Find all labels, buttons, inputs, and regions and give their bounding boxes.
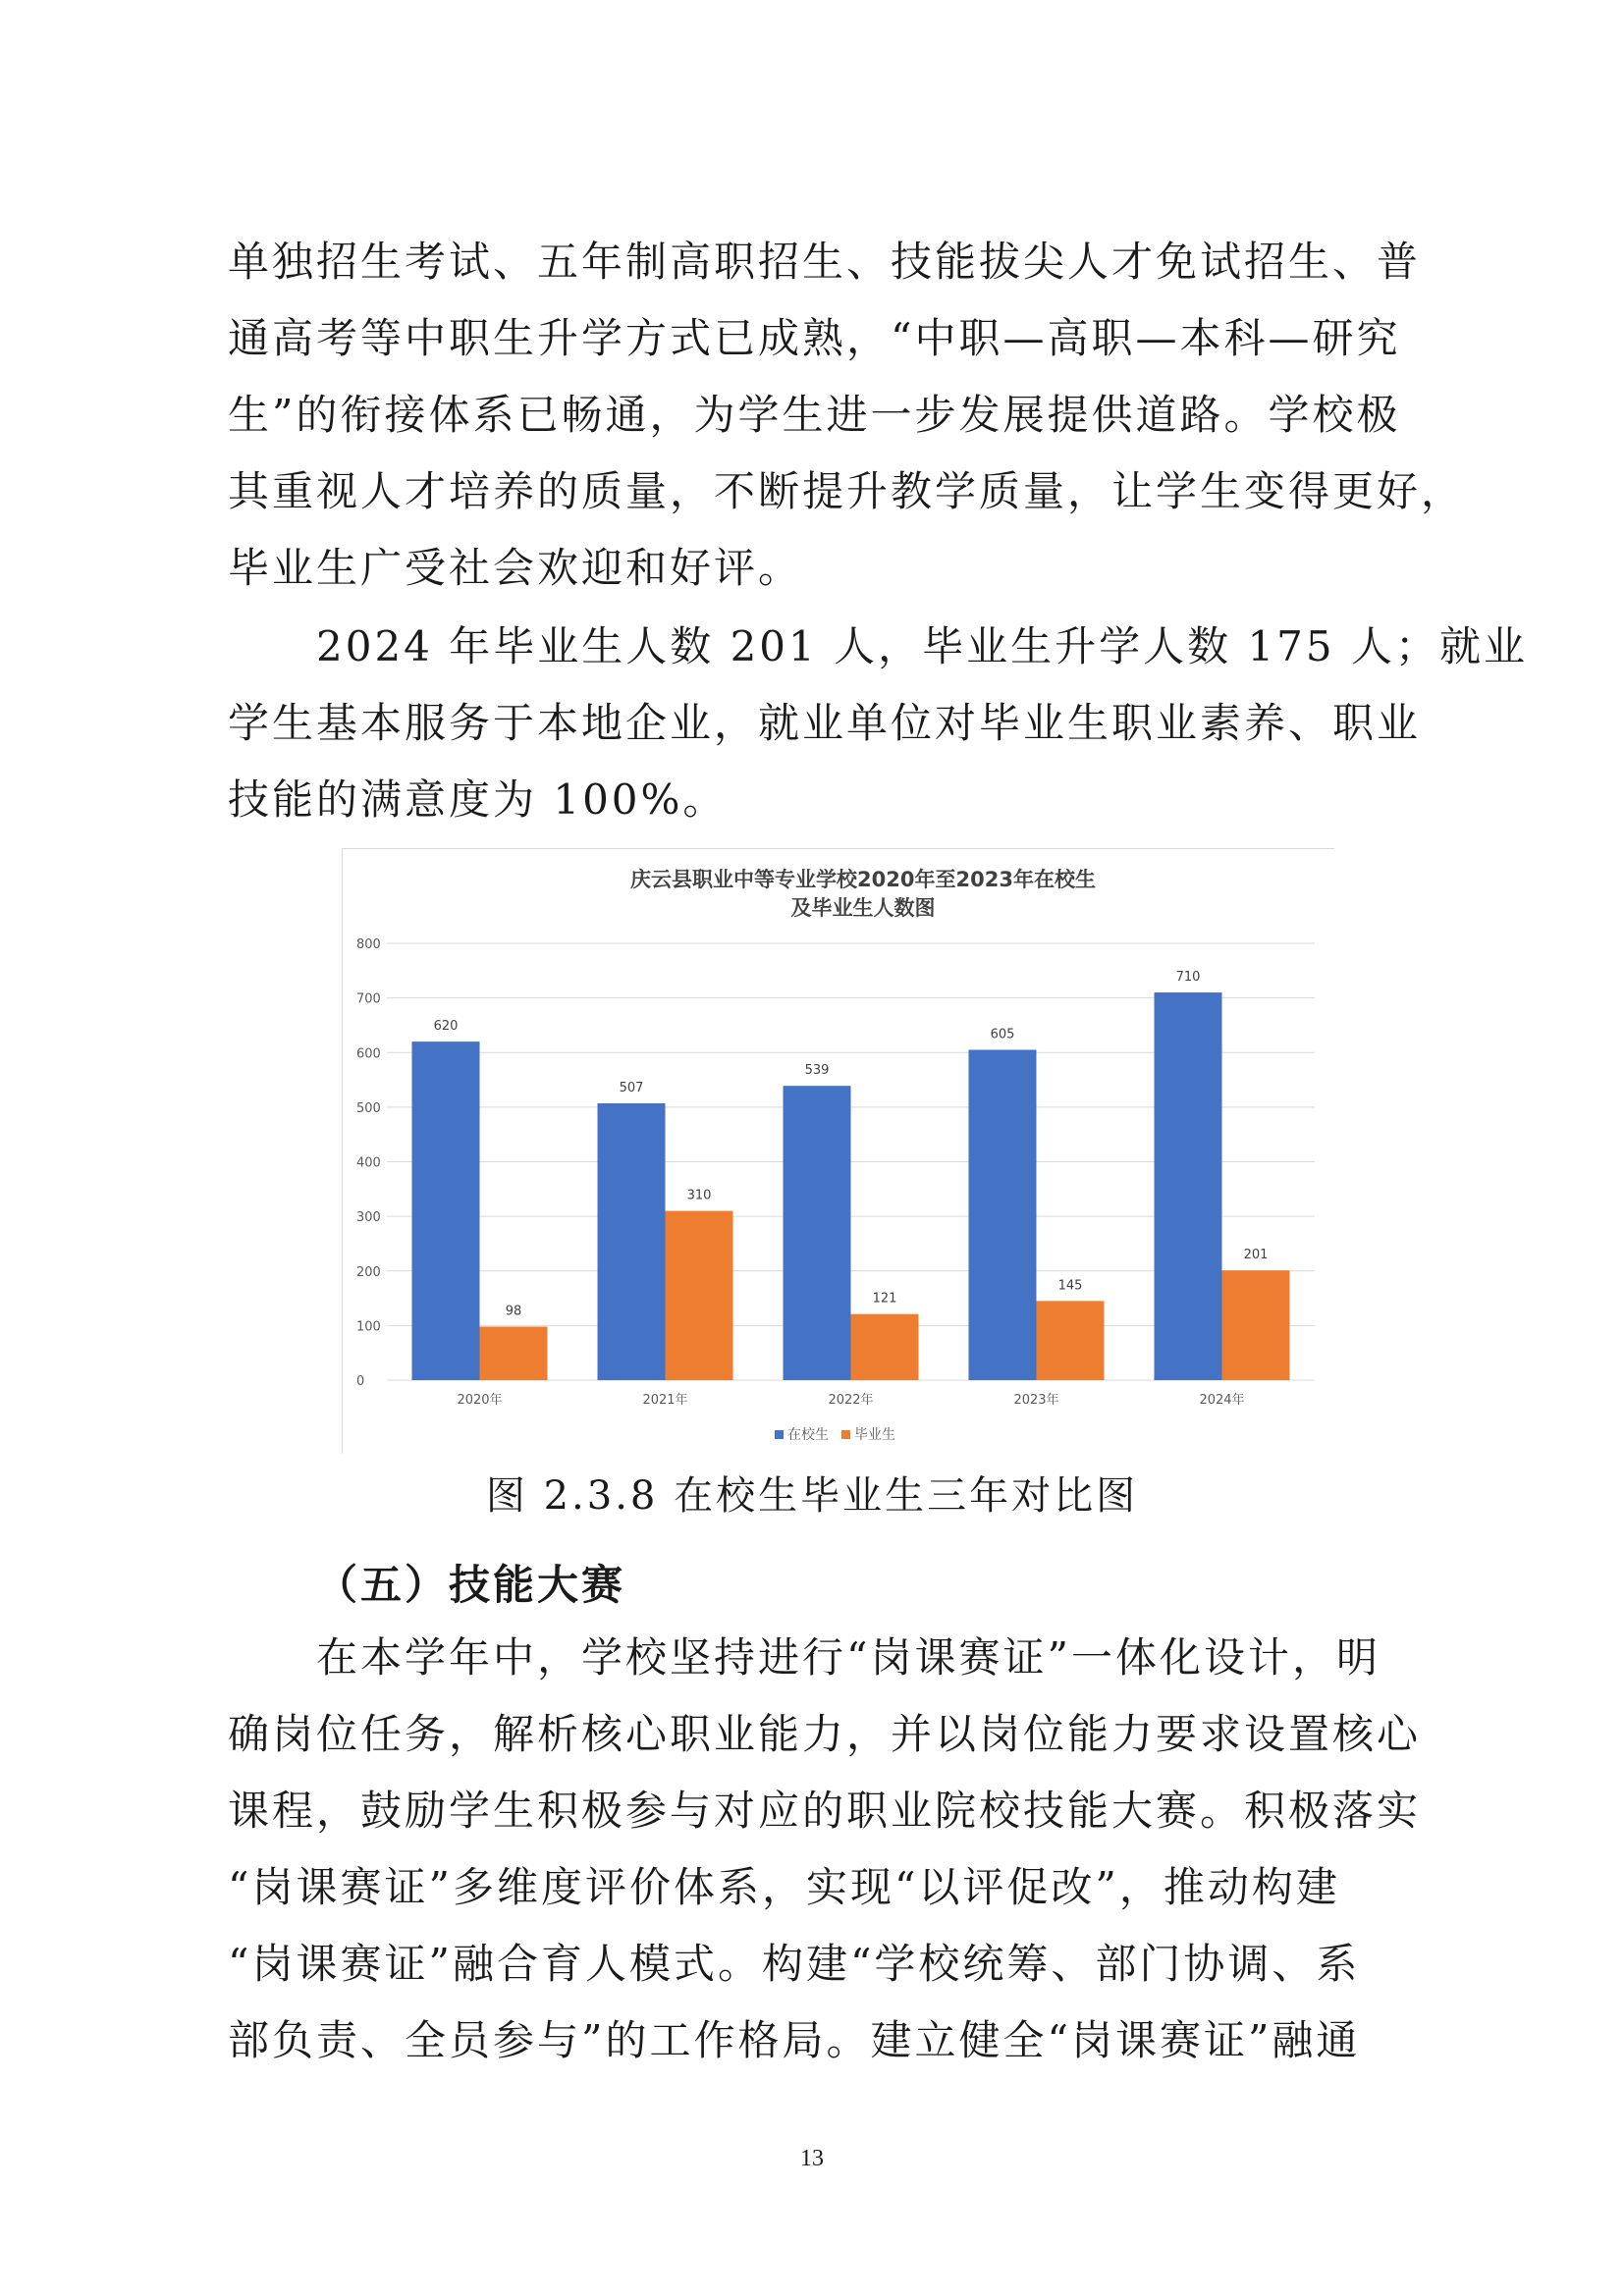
text-line: 2024 年毕业生人数 201 人，毕业生升学人数 175 人；就业 [228,622,1528,670]
text-line: “岗课赛证”融合育人模式。构建“学校统筹、部门协调、系 [228,1940,1361,1988]
text-line: 确岗位任务，解析核心职业能力，并以岗位能力要求设置核心 [228,1710,1422,1758]
paragraph-skills-competition [228,1620,1422,2079]
y-tick-label: 700 [356,991,381,1007]
section-heading: （五）技能大赛 [316,1561,626,1609]
data-label: 507 [619,1080,644,1095]
data-label: 710 [1175,970,1201,986]
legend-label-graduates: 毕业生 [854,1427,895,1443]
y-tick-label: 800 [356,937,381,952]
text-line: 通高考等中职生升学方式已成熟，“中职—高职—本科—研究 [228,314,1401,362]
legend-swatch-enrolled [775,1430,784,1439]
page-number: 13 [800,2146,824,2171]
y-tick-label: 300 [356,1210,381,1226]
y-tick-label: 200 [356,1264,381,1280]
bar-enrolled [412,1041,480,1380]
bar-graduates [666,1211,733,1380]
text-line: 课程，鼓励学生积极参与对应的职业院校技能大赛。积极落实 [228,1787,1422,1835]
figure-caption: 图 2.3.8 在校生毕业生三年对比图 [485,1473,1139,1519]
legend-swatch-graduates [841,1430,850,1439]
legend-label-enrolled: 在校生 [787,1427,829,1443]
y-tick-label: 400 [356,1155,381,1171]
x-tick-label: 2022年 [828,1393,874,1408]
data-label: 201 [1243,1248,1269,1263]
text-line: “岗课赛证”多维度评价体系，实现“以评促改”，推动构建 [228,1863,1340,1911]
chart-title-line-1: 庆云县职业中等专业学校2020年至2023年在校生 [630,868,1096,891]
data-label: 620 [433,1019,459,1035]
text-line: 部负责、全员参与”的工作格局。建立健全“岗课赛证”融通 [228,2016,1361,2064]
bar-graduates [1037,1301,1105,1380]
data-label: 539 [804,1063,830,1079]
text-line: 其重视人才培养的质量，不断提升教学质量，让学生变得更好， [228,467,1466,515]
chart-title-line-2: 及毕业生人数图 [790,896,936,920]
y-tick-label: 0 [356,1374,365,1389]
x-tick-label: 2020年 [457,1393,503,1408]
paragraph-graduates-2024 [228,609,1528,838]
data-label: 121 [872,1291,897,1307]
x-tick-label: 2021年 [642,1393,688,1408]
text-line: 学生基本服务于本地企业，就业单位对毕业生职业素养、职业 [228,699,1422,747]
bar-graduates [1222,1270,1290,1380]
y-tick-label: 500 [356,1100,381,1116]
y-tick-label: 600 [356,1046,381,1062]
x-tick-label: 2023年 [1013,1393,1059,1408]
bar-enrolled [1155,992,1222,1380]
x-tick-label: 2024年 [1199,1393,1245,1408]
bar-chart [343,849,1334,1454]
data-label: 98 [505,1304,522,1319]
data-label: 145 [1057,1278,1083,1294]
y-tick-label: 100 [356,1319,381,1335]
data-label: 605 [990,1027,1015,1042]
text-line: 生”的衔接体系已畅通，为学生进一步发展提供道路。学校极 [228,391,1401,439]
bar-enrolled [969,1049,1037,1380]
bar-graduates [480,1326,548,1380]
text-line: 技能的满意度为 100%。 [228,775,728,824]
text-line: 毕业生广受社会欢迎和好评。 [228,544,803,592]
text-line: 在本学年中，学校坚持进行“岗课赛证”一体化设计，明 [228,1633,1380,1682]
bar-graduates [851,1314,919,1380]
paragraph-enrollment-paths [228,224,1466,607]
chart-figure [342,848,1334,1454]
text-line: 单独招生考试、五年制高职招生、技能拔尖人才免试招生、普 [228,238,1422,286]
bar-enrolled [598,1103,666,1380]
bar-enrolled [784,1086,851,1380]
data-label: 310 [686,1188,712,1203]
